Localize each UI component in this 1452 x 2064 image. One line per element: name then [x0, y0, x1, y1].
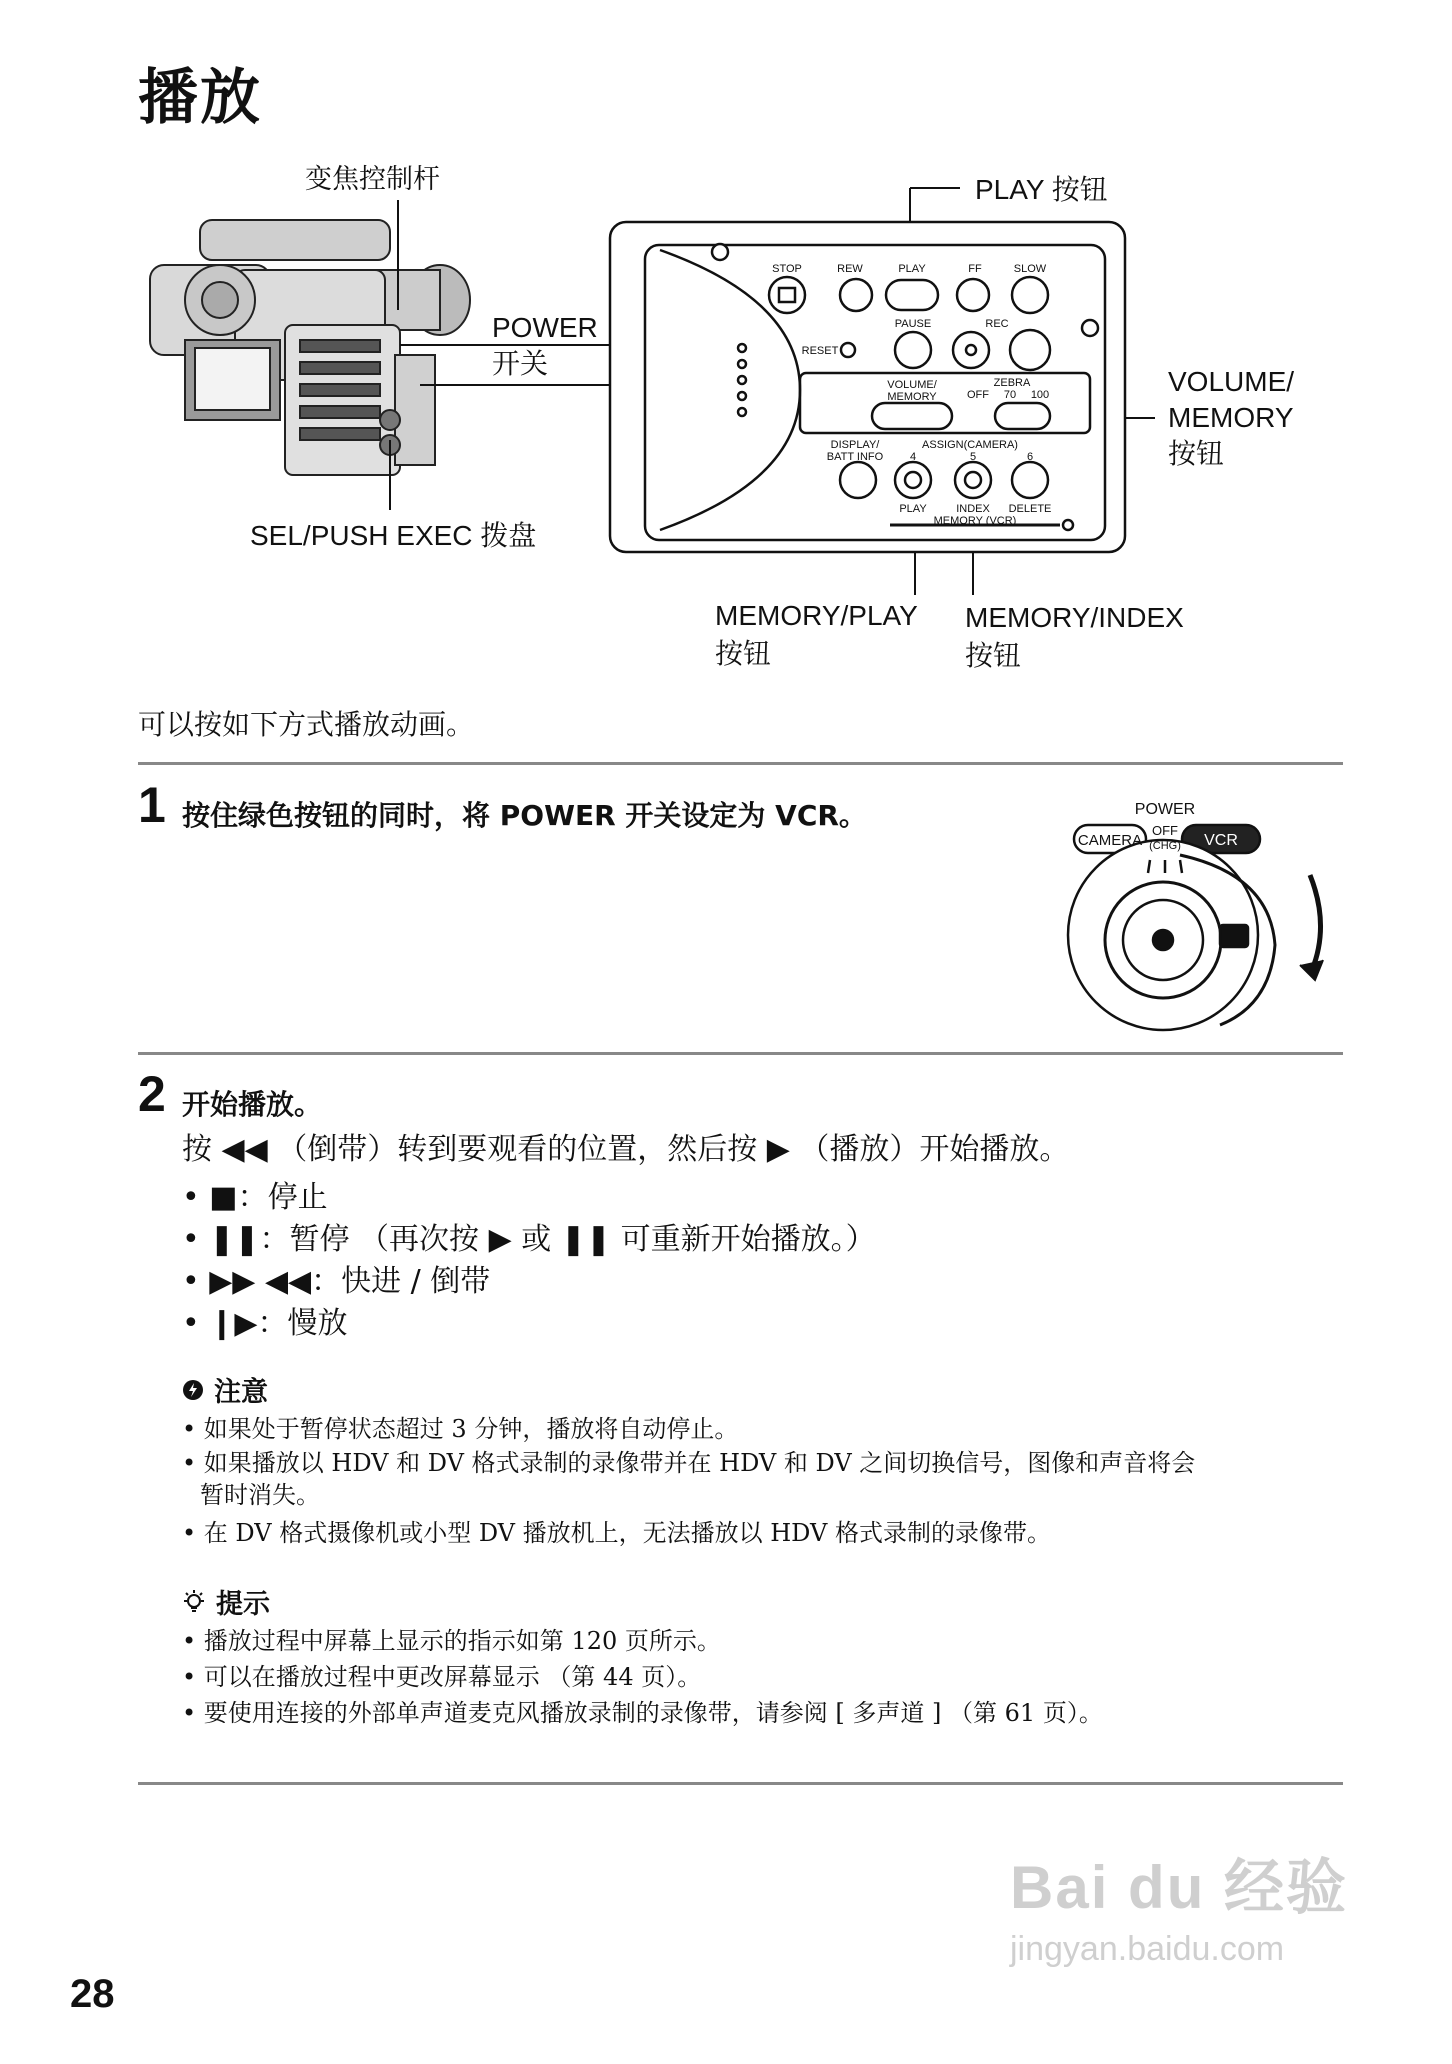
- intro-text: 可以按如下方式播放动画。: [138, 708, 475, 741]
- label-memory-index-1: MEMORY/INDEX: [965, 602, 1184, 633]
- panel-num5: 5: [969, 451, 977, 463]
- tip-item: • 可以在播放过程中更改屏幕显示 （第 44 页）。: [182, 1663, 702, 1691]
- panel-sub-delete: DELETE: [1008, 503, 1052, 515]
- step-1-number: 1: [138, 777, 166, 833]
- step-2-number: 2: [138, 1066, 166, 1122]
- play-icon: ▶: [488, 1222, 512, 1257]
- panel-ff: FF: [968, 263, 982, 275]
- watermark-brand: Bai du 经验: [1010, 1854, 1349, 1921]
- panel-assign: ASSIGN(CAMERA): [922, 439, 1018, 451]
- step-2-title: 开始播放。: [182, 1088, 323, 1121]
- bullet-ffrew: • ▶▶ ◀◀：快进 / 倒带: [182, 1264, 491, 1299]
- panel-memory-vcr: MEMORY (VCR): [933, 515, 1017, 527]
- page-title: 播放: [138, 63, 262, 133]
- note-item-text: 在 DV 格式摄像机或小型 DV 播放机上，无法播放以 HDV 格式录制的录像带。: [203, 1519, 1051, 1547]
- bullet-pause-text-b: 或: [521, 1222, 552, 1257]
- label-power-switch-2: 开关: [492, 348, 549, 379]
- page-number: 28: [70, 1972, 115, 2016]
- watermark-url: jingyan.baidu.com: [1010, 1930, 1285, 1968]
- label-memory-index-2: 按钮: [965, 640, 1022, 671]
- bullet-pause-text-a: ：暂停 （再次按: [259, 1222, 480, 1257]
- dial-chg: (CHG): [1149, 840, 1181, 852]
- rewind-icon: ◀◀: [264, 1264, 312, 1299]
- step-1-title: 按住绿色按钮的同时，将 POWER 开关设定为 VCR。: [182, 799, 867, 832]
- camcorder-illustration: [150, 220, 470, 475]
- panel-zebra-100: 100: [1030, 389, 1050, 401]
- bullet-pause-text-c: 可重新开始播放。）: [620, 1222, 876, 1257]
- panel-sub-play: PLAY: [899, 503, 927, 515]
- label-memory-play-1: MEMORY/PLAY: [715, 600, 918, 631]
- dial-vcr: VCR: [1204, 832, 1238, 849]
- note-item: • 如果播放以 HDV 和 DV 格式录制的录像带并在 HDV 和 DV 之间切换信号，图像和声音将会: [182, 1449, 1196, 1477]
- bullet-slow: • ❙▶：慢放: [182, 1306, 348, 1341]
- dial-camera: CAMERA: [1077, 832, 1143, 849]
- notes-heading-text: 注意: [214, 1377, 268, 1408]
- fast-forward-icon: ▶▶: [209, 1264, 256, 1299]
- panel-zebra: ZEBRA: [993, 377, 1031, 389]
- tip-item: • 要使用连接的外部单声道麦克风播放录制的录像带，请参阅 [ 多声道 ] （第 61 页）。: [182, 1699, 1103, 1727]
- label-volume-memory-3: 按钮: [1168, 438, 1225, 469]
- panel-num6: 6: [1026, 451, 1034, 463]
- bullet-ffrew-text: ：快进 / 倒带: [311, 1264, 491, 1299]
- dial-off: OFF: [1152, 823, 1178, 838]
- play-icon: ▶: [766, 1132, 790, 1167]
- note-item-cont: 暂时消失。: [200, 1481, 320, 1509]
- tips-heading: [182, 1582, 270, 1621]
- tip-item-text: 要使用连接的外部单声道麦克风播放录制的录像带，请参阅 [ 多声道 ] （第 61 页）。: [203, 1699, 1103, 1727]
- panel-volume-memory-2: MEMORY: [887, 391, 937, 403]
- bullet-stop: • ■：停止: [182, 1180, 328, 1215]
- stop-icon: ■: [209, 1180, 238, 1215]
- instruction-b: （倒带）转到要观看的位置，然后按: [277, 1132, 758, 1167]
- bullet-slow-text: ：慢放: [257, 1306, 348, 1341]
- divider: [138, 1052, 1343, 1055]
- label-zoom-lever: 变焦控制杆: [305, 164, 440, 195]
- note-item: • 如果处于暂停状态超过 3 分钟，播放将自动停止。: [182, 1415, 739, 1443]
- watermark: [1010, 1840, 1348, 1969]
- note-item-text: 如果播放以 HDV 和 DV 格式录制的录像带并在 HDV 和 DV 之间切换信号，图像和声音将会: [203, 1449, 1196, 1477]
- label-volume-memory-1: VOLUME/: [1168, 366, 1295, 397]
- panel-volume-memory-1: VOLUME/: [887, 379, 937, 391]
- panel-pause: PAUSE: [894, 318, 932, 330]
- note-item: • 在 DV 格式摄像机或小型 DV 播放机上，无法播放以 HDV 格式录制的录像带。: [182, 1519, 1051, 1547]
- divider: [138, 762, 1343, 765]
- notes-heading: [182, 1370, 268, 1409]
- tip-item: • 播放过程中屏幕上显示的指示如第 120 页所示。: [182, 1627, 721, 1655]
- instruction-a: 按: [182, 1132, 212, 1167]
- panel-stop: STOP: [772, 263, 802, 275]
- tips-heading-text: 提示: [216, 1589, 270, 1620]
- dial-power: POWER: [1134, 801, 1196, 818]
- panel-reset: RESET: [801, 345, 839, 357]
- panel-display-1: DISPLAY/: [830, 439, 880, 451]
- caution-icon: [182, 1379, 204, 1401]
- divider: [138, 1782, 1343, 1785]
- panel-rec: REC: [985, 318, 1009, 330]
- label-sel-push-exec: SEL/PUSH EXEC 拨盘: [250, 520, 537, 551]
- label-power-switch-1: POWER: [492, 312, 598, 343]
- power-dial-figure: [1060, 795, 1360, 1045]
- panel-sub-index: INDEX: [956, 503, 990, 515]
- panel-display-2: BATT INFO: [826, 451, 884, 463]
- bullet-stop-text: ：停止: [237, 1180, 328, 1215]
- panel-zebra-70: 70: [1003, 389, 1017, 401]
- panel-num4: 4: [909, 451, 917, 463]
- pause-icon: ❚❚: [209, 1222, 260, 1257]
- panel-rew: REW: [837, 263, 863, 275]
- rewind-icon: ◀◀: [221, 1132, 268, 1167]
- slow-icon: ❙▶: [209, 1306, 258, 1341]
- pause-icon: ❚❚: [560, 1222, 612, 1257]
- lightbulb-icon: [182, 1589, 206, 1615]
- power-dial-diagram: [1060, 795, 1360, 1045]
- instruction-c: （播放）开始播放。: [799, 1132, 1070, 1167]
- panel-play: PLAY: [898, 263, 926, 275]
- tip-item-text: 可以在播放过程中更改屏幕显示 （第 44 页）。: [203, 1663, 702, 1691]
- label-memory-play-2: 按钮: [715, 638, 772, 669]
- bullet-pause: • ❚❚：暂停 （再次按 ▶ 或 ❚❚ 可重新开始播放。）: [182, 1222, 876, 1257]
- note-item-text: 如果处于暂停状态超过 3 分钟，播放将自动停止。: [203, 1415, 739, 1443]
- camera-figure: [0, 150, 1452, 690]
- panel-slow: SLOW: [1013, 263, 1047, 275]
- label-play-button: PLAY 按钮: [975, 174, 1108, 205]
- tip-item-text: 播放过程中屏幕上显示的指示如第 120 页所示。: [203, 1627, 721, 1655]
- step-2-instruction: [182, 1130, 1069, 1170]
- label-volume-memory-2: MEMORY: [1168, 402, 1294, 433]
- panel-zebra-off: OFF: [967, 389, 989, 401]
